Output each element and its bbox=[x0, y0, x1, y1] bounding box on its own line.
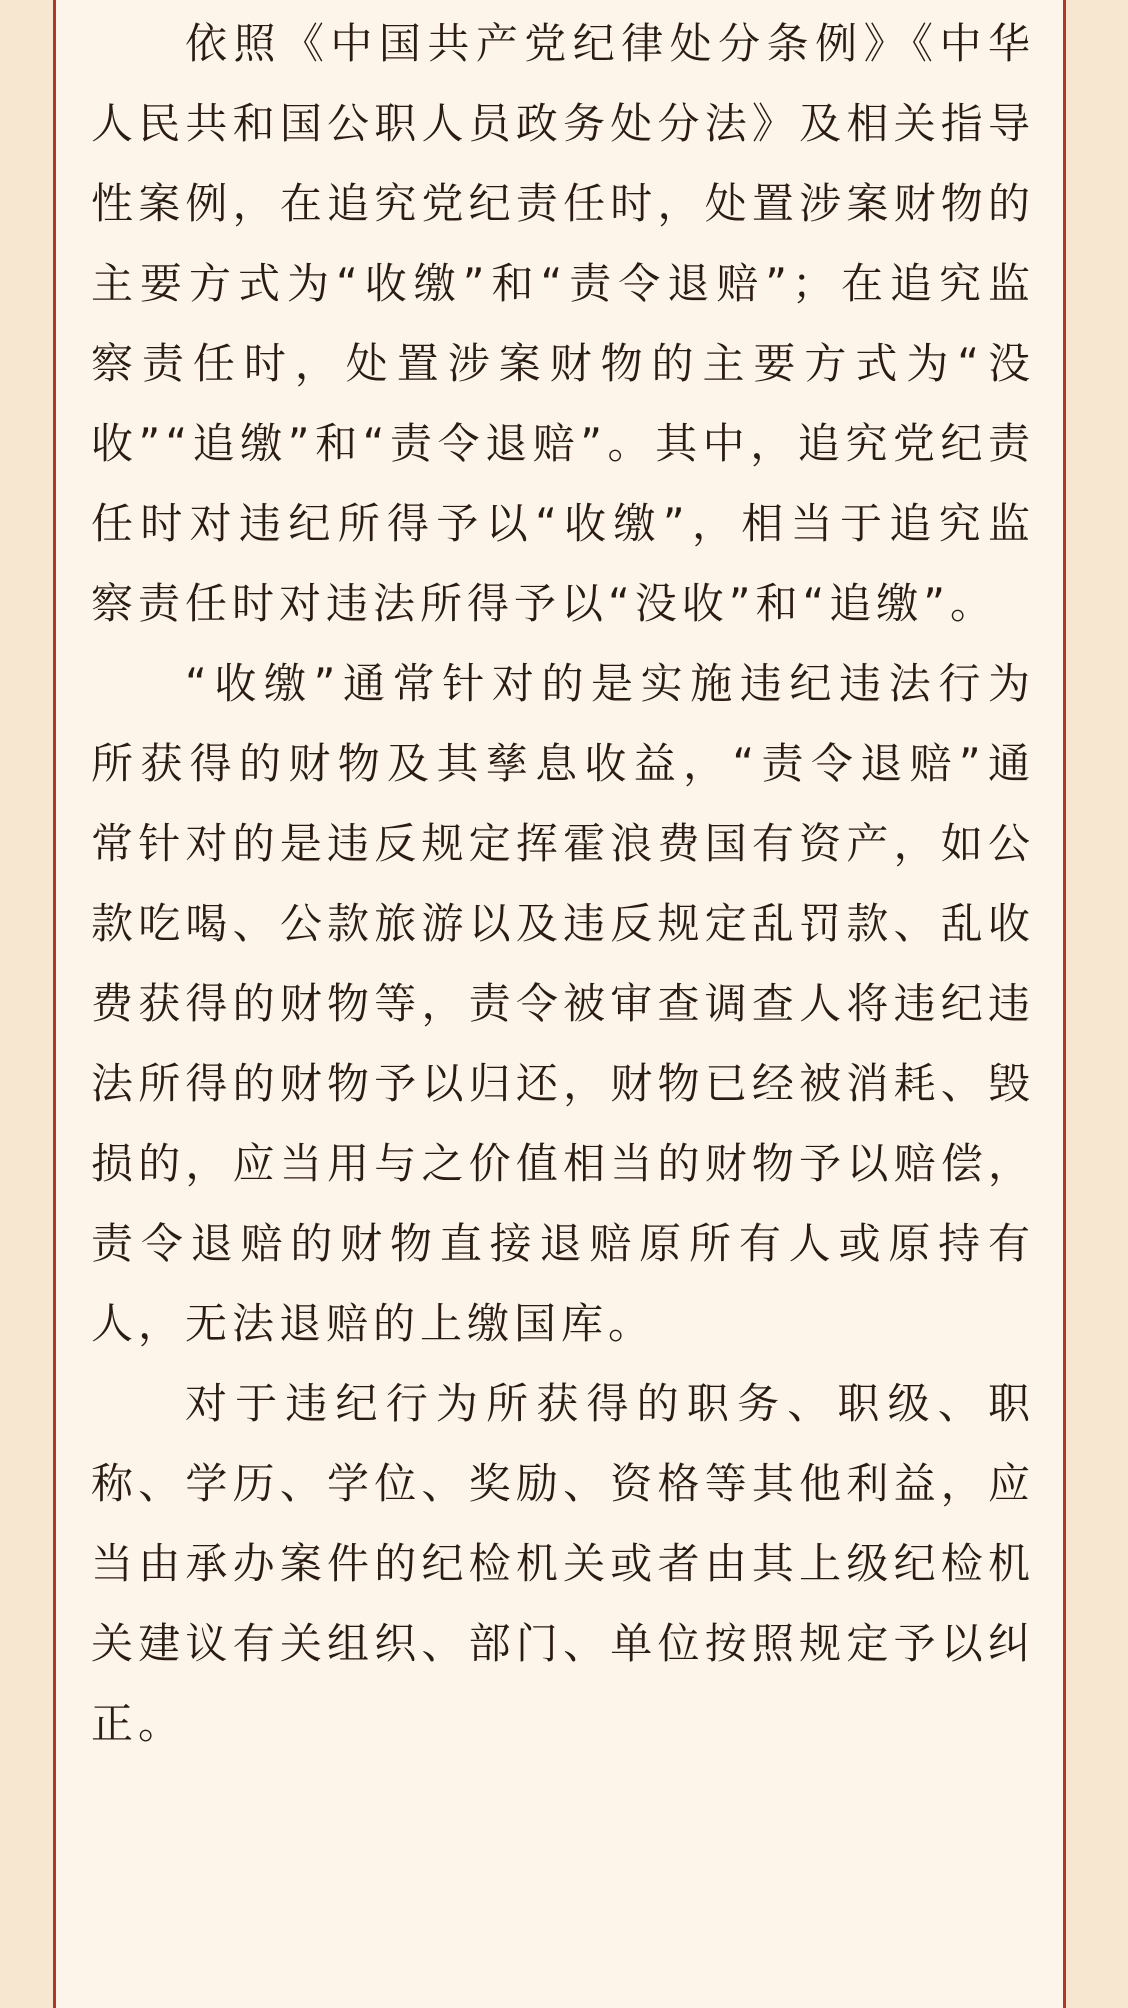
article-panel bbox=[53, 0, 1066, 2008]
article-body bbox=[91, 4, 1035, 1764]
paragraph-3: 对于违纪行为所获得的职务、职级、职称、学历、学位、奖励、资格等其他利益，应当由承办案件的纪检机关或者由其上级纪检机关建议有关组织、部门、单位按照规定予以纠正。 bbox=[91, 1379, 1035, 1748]
paragraph-2: “收缴”通常针对的是实施违纪违法行为所获得的财物及其孳息收益，“责令退赔”通常针对的是违反规定挥霍浪费国有资产，如公款吃喝、公款旅游以及违反规定乱罚款、乱收费获得的财物等，责令被审查调查人将违纪违法所得的财物予以归还，财物已经被消耗、毁损的，应当用与之价值相当的财物予以赔偿，责令退赔的财物直接退赔原所有人或原持有人，无法退赔的上缴国库。 bbox=[91, 659, 1035, 1348]
paragraph-1: 依照《中国共产党纪律处分条例》《中华人民共和国公职人员政务处分法》及相关指导性案例，在追究党纪责任时，处置涉案财物的主要方式为“收缴”和“责令退赔”；在追究监察责任时，处置涉案财物的主要方式为“没收”“追缴”和“责令退赔”。其中，追究党纪责任时对违纪所得予以“收缴”，相当于追究监察责任时对违法所得予以“没收”和“追缴”。 bbox=[91, 19, 1035, 628]
